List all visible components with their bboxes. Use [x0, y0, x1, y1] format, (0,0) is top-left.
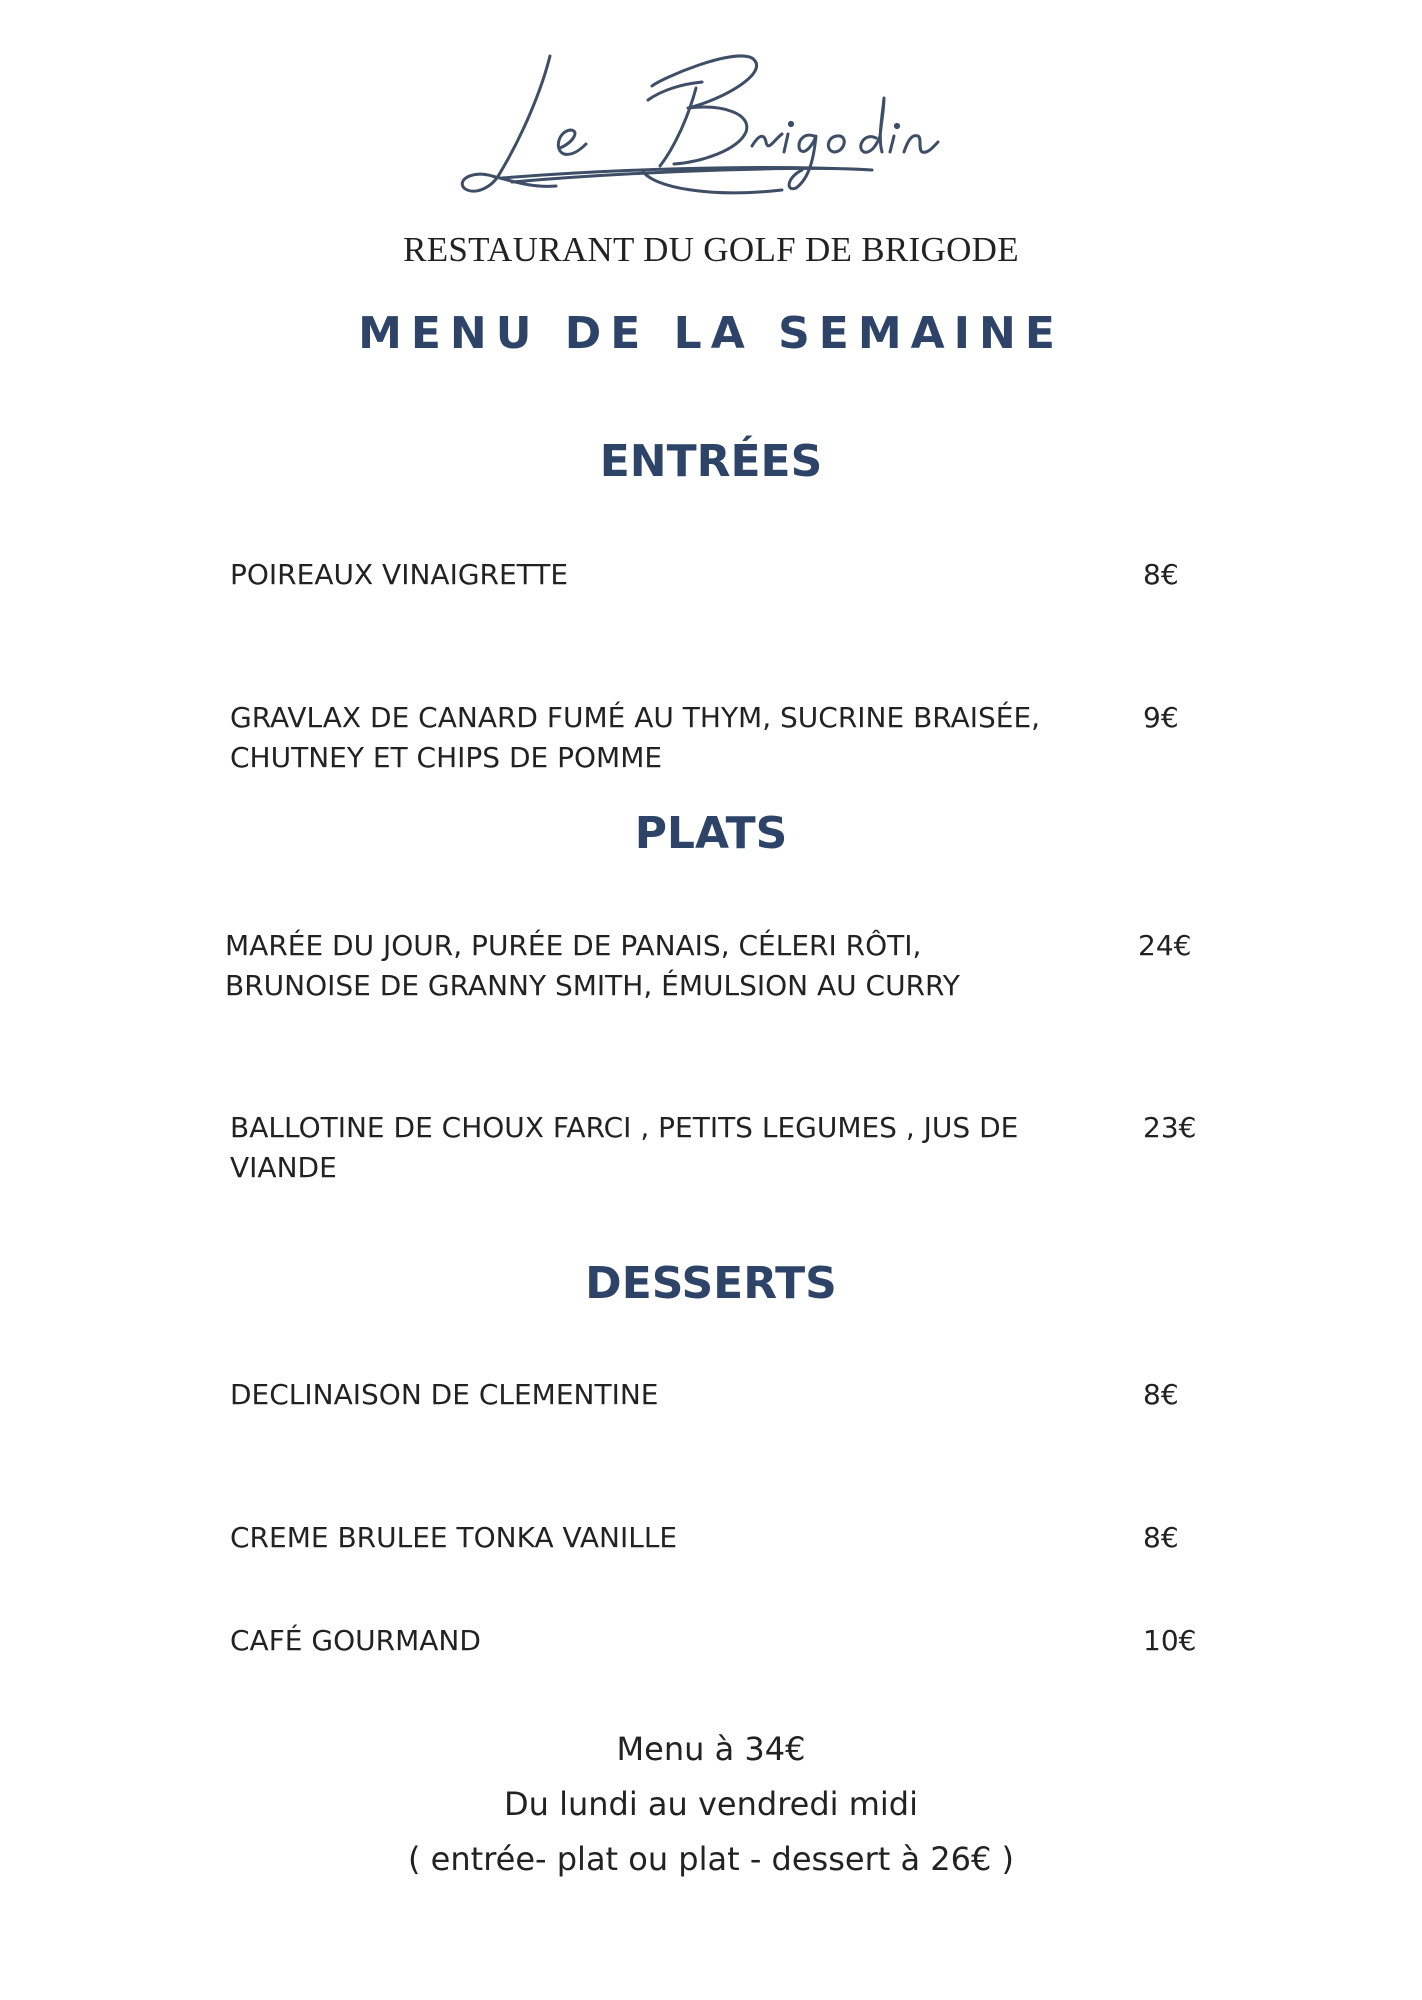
section-title-desserts: DESSERTS [585, 1258, 837, 1309]
item-price: 8€ [1143, 1378, 1179, 1411]
footer-formula: ( entrée- plat ou plat - dessert à 26€ ) [408, 1840, 1014, 1878]
menu-title: MENU DE LA SEMAINE [358, 308, 1064, 359]
section-title-entrees: ENTRÉES [599, 436, 823, 487]
menu-item [230, 1108, 1018, 1188]
item-price: 8€ [1143, 558, 1179, 591]
menu-item [230, 555, 568, 595]
restaurant-subtitle: RESTAURANT DU GOLF DE BRIGODE [403, 230, 1019, 269]
item-price: 23€ [1143, 1111, 1197, 1144]
item-line: POIREAUX VINAIGRETTE [230, 558, 569, 591]
item-price: 9€ [1143, 701, 1179, 734]
item-price: 24€ [1138, 929, 1192, 962]
item-line: VIANDE [230, 1151, 337, 1184]
item-line: CREME BRULEE TONKA VANILLE [230, 1521, 678, 1554]
menu-item [225, 926, 960, 1006]
footer-menu-price: Menu à 34€ [616, 1730, 806, 1768]
item-line: BALLOTINE DE CHOUX FARCI , PETITS LEGUMES , JUS DE [230, 1111, 1019, 1144]
item-line: DECLINAISON DE CLEMENTINE [230, 1378, 659, 1411]
restaurant-logo [452, 38, 972, 208]
menu-item [230, 1375, 658, 1415]
section-title-plats: PLATS [634, 808, 788, 859]
menu-item [230, 1621, 481, 1661]
item-line: CHUTNEY ET CHIPS DE POMME [230, 741, 663, 774]
item-line: MARÉE DU JOUR, PURÉE DE PANAIS, CÉLERI RÔTI, [225, 929, 922, 962]
item-line: GRAVLAX DE CANARD FUMÉ AU THYM, SUCRINE BRAISÉE, [230, 701, 1041, 734]
menu-item [230, 1518, 677, 1558]
item-price: 8€ [1143, 1521, 1179, 1554]
item-price: 10€ [1143, 1624, 1197, 1657]
footer-availability: Du lundi au vendredi midi [504, 1785, 918, 1823]
item-line: BRUNOISE DE GRANNY SMITH, ÉMULSION AU CURRY [225, 969, 960, 1002]
item-line: CAFÉ GOURMAND [230, 1624, 481, 1657]
menu-item [230, 698, 1040, 778]
